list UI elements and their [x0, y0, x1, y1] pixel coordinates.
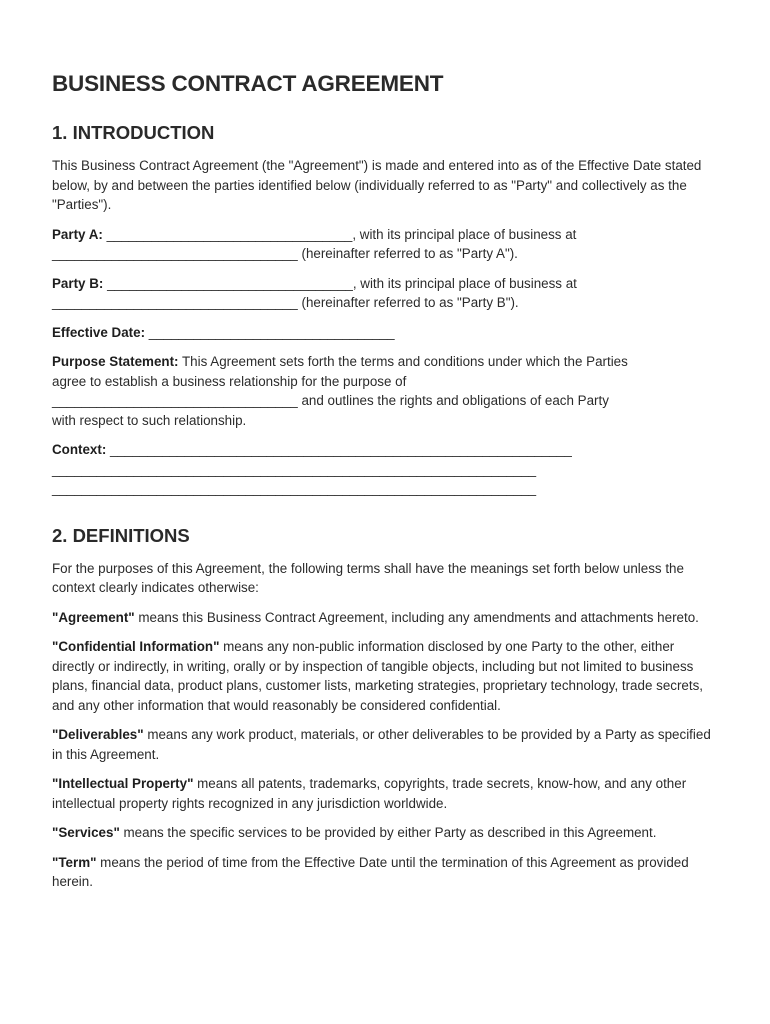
party-a-paragraph: [52, 225, 718, 264]
party-b-line2: _________________________________ (hereinafter referred to as "Party B").: [52, 295, 519, 310]
definition-services: [52, 823, 718, 843]
context-paragraph: [52, 440, 718, 499]
purpose-line1: This Agreement sets forth the terms and conditions under which the Parties: [178, 354, 628, 369]
definition-text: means this Business Contract Agreement, including any amendments and attachments hereto.: [134, 609, 699, 625]
definition-text: means the specific services to be provided by either Party as described in this Agreement.: [119, 825, 657, 840]
purpose-line4: with respect to such relationship.: [52, 412, 247, 428]
effective-date-blank: _________________________________: [145, 324, 395, 340]
effective-date-paragraph: [52, 323, 718, 343]
definitions-heading: 2. DEFINITIONS: [52, 524, 190, 546]
effective-date-label: Effective Date:: [52, 324, 146, 340]
context-label: Context:: [52, 442, 107, 457]
definition-term: "Agreement": [52, 609, 135, 625]
definition-deliverables: [52, 725, 718, 764]
party-a-line2: _________________________________ (hereinafter referred to as "Party A").: [52, 246, 518, 261]
definition-text: means the period of time from the Effective Date until the termination of this Agreement as provided herein.: [52, 854, 689, 889]
party-b-label: Party B:: [52, 275, 104, 291]
purpose-label: Purpose Statement:: [52, 354, 179, 369]
party-b-line1: _________________________________, with its principal place of business at: [103, 275, 577, 291]
introduction-paragraph: This Business Contract Agreement (the "Agreement") is made and entered into as of the Effective Date stated below, by and between the parties identified below (individually referred to as "Party" and collectively as the "Parties").: [52, 158, 702, 212]
definition-term: "Confidential Information": [52, 639, 220, 654]
party-a-label: Party A:: [52, 226, 103, 242]
definition-text: means all patents, trademarks, copyrights, trade secrets, know-how, and any other intellectual property rights recognized in any jurisdiction worldwide.: [52, 776, 687, 811]
party-b-paragraph: [52, 274, 718, 313]
purpose-paragraph: [52, 352, 718, 430]
context-line2: _________________________________________________________________: [52, 461, 537, 477]
context-line3: _________________________________________________________________: [52, 481, 537, 496]
party-a-line1: _________________________________, with its principal place of business at: [102, 226, 577, 242]
definitions-intro-paragraph: For the purposes of this Agreement, the following terms shall have the meanings set forth below unless the context clearly indicates otherwise:: [52, 560, 684, 595]
purpose-line2: agree to establish a business relationship for the purpose of: [52, 373, 407, 389]
purpose-line3: _________________________________ and outlines the rights and obligations of each Party: [52, 393, 609, 408]
definition-term: "Term": [52, 854, 97, 870]
definition-intellectual-property: [52, 774, 718, 813]
definition-term: "Deliverables": [52, 727, 144, 742]
document-title: BUSINESS CONTRACT AGREEMENT: [52, 71, 444, 96]
definition-text: means any non-public information disclosed by one Party to the other, either directly or indirectly, in writing, orally or by inspection of tangible objects, including but not limited to business plans, financial data, product plans, customer lists, marketing strategies, proprietary technology, trade secrets, and any other information that would reasonably be considered confidential.: [52, 639, 704, 713]
definition-agreement: [52, 608, 718, 628]
definition-confidential-information: [52, 637, 718, 715]
definition-term: "Services": [52, 825, 120, 840]
definition-term: "Intellectual Property": [52, 776, 194, 791]
context-line1: ______________________________________________________________: [106, 442, 572, 457]
definition-term-period: [52, 853, 718, 892]
definition-text: means any work product, materials, or other deliverables to be provided by a Party as specified in this Agreement.: [52, 727, 711, 762]
introduction-heading: 1. INTRODUCTION: [52, 122, 215, 143]
